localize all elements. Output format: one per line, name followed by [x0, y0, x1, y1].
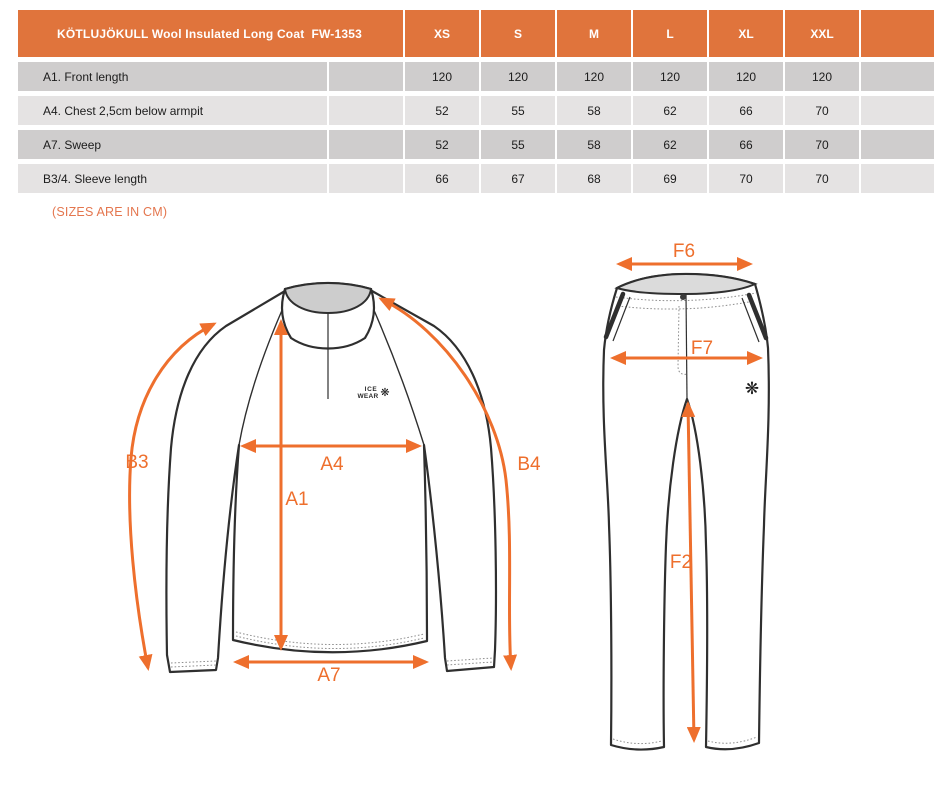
size-header-xl: XL	[709, 10, 783, 57]
logo-line-2: WEAR	[357, 393, 379, 400]
value-cell: 120	[405, 62, 479, 91]
sizes-unit-note: (SIZES ARE IN CM)	[52, 205, 168, 219]
size-table	[18, 10, 934, 193]
value-cell: 69	[633, 164, 707, 193]
pants-sketch	[603, 241, 769, 750]
value-cell: 52	[405, 130, 479, 159]
value-cell: 67	[481, 164, 555, 193]
row-label: B3/4. Sleeve length	[18, 164, 327, 193]
row-spacer-cell	[329, 96, 403, 125]
row-end-cell	[861, 164, 934, 193]
value-cell: 52	[405, 96, 479, 125]
logo-snowflake-icon: ❋	[380, 386, 390, 399]
logo-line-1: ICE	[364, 386, 378, 393]
value-cell: 55	[481, 130, 555, 159]
value-cell: 70	[785, 130, 859, 159]
size-header-empty	[861, 10, 934, 57]
value-cell: 66	[709, 130, 783, 159]
value-cell: 66	[709, 96, 783, 125]
waist-button	[680, 294, 686, 300]
row-end-cell	[861, 96, 934, 125]
value-cell: 70	[785, 164, 859, 193]
value-cell: 120	[785, 62, 859, 91]
row-spacer-cell	[329, 164, 403, 193]
label-a4: A4	[320, 454, 344, 475]
label-f2: F2	[669, 552, 693, 573]
size-header-s: S	[481, 10, 555, 57]
value-cell: 120	[557, 62, 631, 91]
row-label: A7. Sweep	[18, 130, 327, 159]
label-a7: A7	[317, 665, 341, 686]
label-f7: F7	[690, 338, 714, 359]
size-header-xxl: XXL	[785, 10, 859, 57]
value-cell: 68	[557, 164, 631, 193]
label-b3: B3	[125, 452, 149, 473]
value-cell: 58	[557, 130, 631, 159]
sweater-sketch	[125, 283, 541, 686]
value-cell: 70	[785, 96, 859, 125]
pants-snowflake-icon: ❋	[744, 379, 760, 399]
measurement-diagram	[0, 235, 952, 785]
value-cell: 62	[633, 130, 707, 159]
row-spacer-cell	[329, 62, 403, 91]
value-cell: 66	[405, 164, 479, 193]
value-cell: 70	[709, 164, 783, 193]
value-cell: 62	[633, 96, 707, 125]
label-f6: F6	[672, 241, 696, 262]
value-cell: 120	[481, 62, 555, 91]
row-end-cell	[861, 62, 934, 91]
size-header-xs: XS	[405, 10, 479, 57]
row-spacer-cell	[329, 130, 403, 159]
table-title: KÖTLUJÖKULL Wool Insulated Long Coat FW-1353	[18, 10, 403, 57]
waistband-shading	[617, 274, 755, 294]
value-cell: 120	[633, 62, 707, 91]
size-header-l: L	[633, 10, 707, 57]
row-end-cell	[861, 130, 934, 159]
row-label: A1. Front length	[18, 62, 327, 91]
row-label: A4. Chest 2,5cm below armpit	[18, 96, 327, 125]
size-header-m: M	[557, 10, 631, 57]
value-cell: 55	[481, 96, 555, 125]
value-cell: 120	[709, 62, 783, 91]
label-a1: A1	[285, 489, 309, 510]
label-b4: B4	[517, 454, 541, 475]
value-cell: 58	[557, 96, 631, 125]
